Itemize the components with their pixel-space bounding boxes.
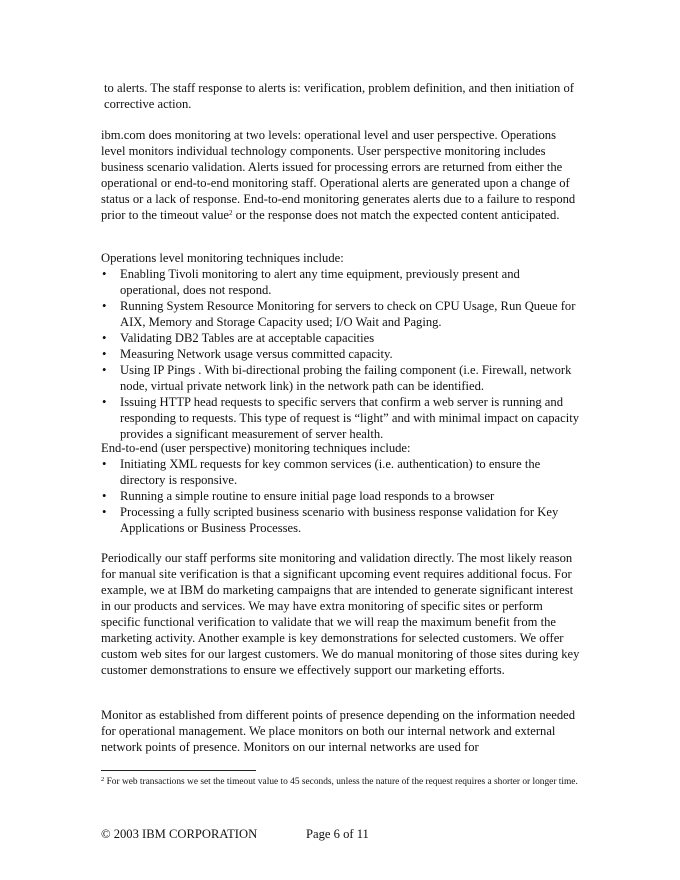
ops-techniques-heading: Operations level monitoring techniques include: bbox=[101, 251, 344, 265]
list-item: • Running a simple routine to ensure initial page load responds to a browser bbox=[101, 488, 581, 504]
points-of-presence-paragraph: Monitor as established from different points of presence depending on the information needed for operational management. We place monitors on both our internal network and external network points of presence. Monitors on our internal networks are used for bbox=[101, 708, 575, 754]
intro-paragraph: to alerts. The staff response to alerts is: verification, problem definition, and then initiation of corrective action. bbox=[104, 81, 574, 111]
footnote-text: For web transactions we set the timeout value to 45 seconds, unless the nature of the request requires a shorter or longer time. bbox=[104, 777, 578, 787]
list-item: • Using IP Pings . With bi-directional probing the failing component (i.e. Firewall, network node, virtual private network link) in the network path can be identified. bbox=[101, 362, 581, 394]
list-item: • Measuring Network usage versus committed capacity. bbox=[101, 346, 581, 362]
list-item: • Running System Resource Monitoring for servers to check on CPU Usage, Run Queue for AIX, Memory and Storage Capacity used; I/O Wait and Paging. bbox=[101, 298, 581, 330]
e2e-techniques-list bbox=[101, 456, 581, 536]
footnote-number: 2 bbox=[101, 776, 105, 783]
footnote-divider bbox=[101, 770, 256, 771]
list-item: • Enabling Tivoli monitoring to alert any time equipment, previously present and operational, does not respond. bbox=[101, 266, 581, 298]
manual-monitoring-paragraph: Periodically our staff performs site monitoring and validation directly. The most likely reason for manual site verification is that a significant upcoming event requires additional focus. For example, we at IBM do marketing campaigns that are intended to generate significant interest in our products and services. We may have extra monitoring of specific sites or perform specific functional verification to validate that we will reap the maximum benefit from the marketing activity. Another example is key demonstrations for selected customers. We offer custom web sites for our largest customers. We do manual monitoring of those sites during key customer demonstrations to ensure we effectively support our marketing efforts. bbox=[101, 551, 580, 677]
para2-text-after: or the response does not match the expected content anticipated. bbox=[232, 208, 560, 222]
monitoring-levels-paragraph bbox=[101, 127, 581, 223]
page-number: Page 6 of 11 bbox=[306, 827, 369, 841]
footnote bbox=[101, 776, 581, 789]
list-item: • Issuing HTTP head requests to specific servers that confirm a web server is running and responding to requests. This type of request is “light” and with minimal impact on capacity provides a significant measurement of server health. bbox=[101, 394, 581, 442]
list-item: • Processing a fully scripted business scenario with business response validation for Key Applications or Business Processes. bbox=[101, 504, 581, 536]
para2-text-before: ibm.com does monitoring at two levels: operational level and user perspective. Operations level monitors individual technology components. User perspective monitoring includes business scenario validation. Alerts issued for processing errors are returned from either the operational or end-to-end monitoring staff. Operational alerts are generated upon a change of status or a lack of response. End-to-end monitoring generates alerts due to a failure to respond prior to the timeout value bbox=[101, 128, 576, 222]
copyright-notice: © 2003 IBM CORPORATION bbox=[101, 827, 258, 841]
list-item: • Validating DB2 Tables are at acceptable capacities bbox=[101, 330, 581, 346]
ops-techniques-list bbox=[101, 266, 581, 442]
footnote-reference[interactable]: 2 bbox=[229, 209, 233, 217]
list-item: • Initiating XML requests for key common services (i.e. authentication) to ensure the directory is responsive. bbox=[101, 456, 581, 488]
e2e-techniques-heading: End-to-end (user perspective) monitoring techniques include: bbox=[101, 441, 411, 455]
